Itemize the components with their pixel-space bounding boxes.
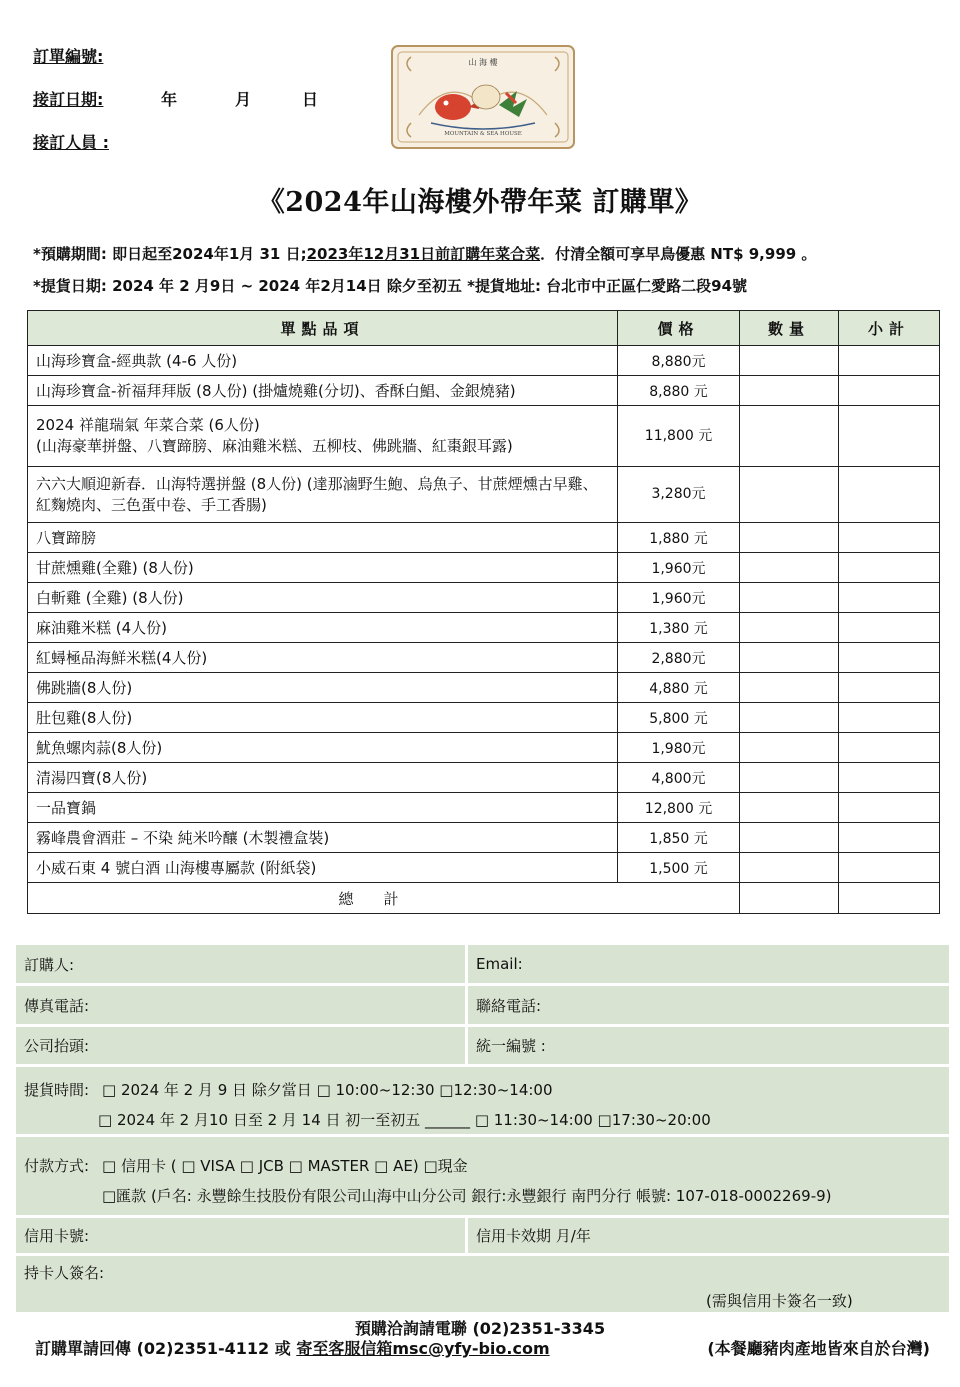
email-field[interactable]: Email: (476, 955, 523, 973)
subtotal-cell[interactable] (839, 346, 940, 376)
item-name: 一品寶鍋 (28, 793, 618, 823)
table-row (28, 346, 940, 376)
quantity-cell[interactable] (740, 643, 839, 673)
pickup-info: *提貨日期: 2024 年 2 月9日 ~ 2024 年2月14日 除夕至初五 *提貨地址: 台北市中正區仁愛路二段94號 (33, 277, 748, 295)
date-day: 日 (302, 90, 319, 109)
subtotal-cell[interactable] (839, 523, 940, 553)
pickup-option-eve[interactable]: □ 2024 年 2 月 9 日 除夕當日 □ 10:00~12:30 □12:30~14:00 (102, 1081, 553, 1099)
table-row (28, 763, 940, 793)
table-row (28, 703, 940, 733)
tax-id-field[interactable]: 統一編號 : (476, 1037, 546, 1055)
table-row (28, 733, 940, 763)
pork-origin-note: (本餐廳豬肉產地皆來自於台灣) (707, 1339, 930, 1358)
subtotal-cell[interactable] (839, 553, 940, 583)
quantity-cell[interactable] (740, 703, 839, 733)
table-row (28, 406, 940, 467)
quantity-cell[interactable] (740, 346, 839, 376)
item-name: 甘蔗燻雞(全雞) (8人份) (28, 553, 618, 583)
quantity-cell[interactable] (740, 406, 839, 467)
total-label: 總計 (28, 883, 740, 914)
presale-period-info: *預購期間: 即日起至2024年1月 31 日;2023年12月31日前訂購年菜合菜．付清全額可享早鳥優惠 NT$ 9,999 。 (33, 245, 817, 263)
payment-block (16, 1137, 949, 1218)
item-name: 2024 祥龍瑞氣 年菜合菜 (6人份) (山海豪華拼盤、八寶蹄膀、麻油雞米糕、五柳枝、佛跳牆、紅棗銀耳露) (28, 406, 618, 467)
item-price: 1,380 元 (618, 613, 740, 643)
total-subtotal-cell[interactable] (839, 883, 940, 914)
table-row (28, 583, 940, 613)
inquiry-phone: 預購洽詢請電聯 (02)2351-3345 (354, 1319, 606, 1338)
table-row (28, 553, 940, 583)
item-price: 4,880 元 (618, 673, 740, 703)
item-price: 1,980元 (618, 733, 740, 763)
item-price: 1,880 元 (618, 523, 740, 553)
order-number-label: 訂單編號: (33, 47, 104, 66)
total-qty-cell[interactable] (740, 883, 839, 914)
quantity-cell[interactable] (740, 467, 839, 523)
form-row-card (16, 1218, 949, 1256)
subtotal-cell[interactable] (839, 376, 940, 406)
item-price: 4,800元 (618, 763, 740, 793)
service-email-link[interactable]: 寄至客服信箱msc@yfy-bio.com (296, 1339, 550, 1358)
date-month: 月 (235, 90, 252, 109)
total-row (28, 883, 940, 914)
svg-text:MOUNTAIN & SEA HOUSE: MOUNTAIN & SEA HOUSE (444, 131, 522, 137)
subtotal-cell[interactable] (839, 613, 940, 643)
item-price: 11,800 元 (618, 406, 740, 467)
quantity-cell[interactable] (740, 583, 839, 613)
payment-option-transfer[interactable]: □匯款 (戶名: 永豐餘生技股份有限公司山海中山分公司 銀行:永豐銀行 南門分行 帳號: 107-018-0002269-9) (102, 1187, 832, 1205)
item-name: 小威石東 4 號白酒 山海樓專屬款 (附紙袋) (28, 853, 618, 883)
subtotal-cell[interactable] (839, 467, 940, 523)
subtotal-cell[interactable] (839, 583, 940, 613)
item-name: 八寶蹄膀 (28, 523, 618, 553)
item-name: 六六大順迎新春．山海特選拼盤 (8人份) (達那滷野生鮑、烏魚子、甘蔗煙燻古早雞、紅麴燒肉、三色蛋中卷、手工香腸) (28, 467, 618, 523)
payment-label: 付款方式: (24, 1157, 90, 1175)
subtotal-cell[interactable] (839, 793, 940, 823)
quantity-cell[interactable] (740, 613, 839, 643)
payment-option-card-cash[interactable]: □ 信用卡 ( □ VISA □ JCB □ MASTER □ AE) □現金 (102, 1157, 468, 1175)
quantity-cell[interactable] (740, 853, 839, 883)
item-price: 8,880元 (618, 346, 740, 376)
quantity-cell[interactable] (740, 673, 839, 703)
signature-block[interactable] (16, 1256, 949, 1315)
menu-table (27, 310, 940, 914)
phone-field[interactable]: 聯絡電話: (476, 996, 542, 1015)
company-field[interactable]: 公司抬頭: (16, 1027, 468, 1064)
page-title: 《2024年山海樓外帶年菜 訂購單》 (257, 187, 703, 218)
subtotal-cell[interactable] (839, 643, 940, 673)
card-expiry-field[interactable]: 信用卡效期 月/年 (476, 1227, 591, 1245)
subtotal-cell[interactable] (839, 703, 940, 733)
subtotal-cell[interactable] (839, 823, 940, 853)
table-row (28, 793, 940, 823)
staff-label: 接訂人員 : (33, 133, 109, 152)
item-price: 1,850 元 (618, 823, 740, 853)
quantity-cell[interactable] (740, 763, 839, 793)
item-price: 2,880元 (618, 643, 740, 673)
quantity-cell[interactable] (740, 553, 839, 583)
table-row (28, 853, 940, 883)
table-row (28, 643, 940, 673)
table-row (28, 467, 940, 523)
item-price: 5,800 元 (618, 703, 740, 733)
form-row-buyer (16, 945, 949, 986)
item-name: 佛跳牆(8人份) (28, 673, 618, 703)
item-name: 魷魚螺肉蒜(8人份) (28, 733, 618, 763)
order-date-label: 接訂日期: (33, 90, 104, 109)
item-name: 山海珍寶盒-經典款 (4-6 人份) (28, 346, 618, 376)
quantity-cell[interactable] (740, 793, 839, 823)
quantity-cell[interactable] (740, 823, 839, 853)
item-price: 12,800 元 (618, 793, 740, 823)
subtotal-cell[interactable] (839, 853, 940, 883)
pickup-option-newyear[interactable]: □ 2024 年 2 月10 日至 2 月 14 日 初一至初五 ______ □ 11:30~14:00 □17:30~20:00 (98, 1111, 711, 1129)
subtotal-cell[interactable] (839, 406, 940, 467)
item-name: 白斬雞 (全雞) (8人份) (28, 583, 618, 613)
subtotal-cell[interactable] (839, 673, 940, 703)
fax-field[interactable]: 傳真電話: (16, 986, 468, 1024)
order-date-field (33, 87, 319, 110)
table-row (28, 376, 940, 406)
header-item: 單點品項 (28, 311, 618, 346)
item-price: 1,960元 (618, 583, 740, 613)
card-number-field[interactable]: 信用卡號: (16, 1218, 468, 1253)
form-row-phone (16, 986, 949, 1027)
item-name: 清湯四寶(8人份) (28, 763, 618, 793)
restaurant-logo (391, 45, 575, 149)
pickup-time-block (16, 1067, 949, 1137)
item-name: 紅蟳極品海鮮米糕(4人份) (28, 643, 618, 673)
table-header-row (28, 311, 940, 346)
buyer-field[interactable]: 訂購人: (16, 945, 468, 983)
item-price: 1,960元 (618, 553, 740, 583)
fax-email-line: 訂購單請回傳 (02)2351-4112 或 寄至客服信箱msc@yfy-bio.com (35, 1339, 550, 1358)
quantity-cell[interactable] (740, 523, 839, 553)
pickup-time-label: 提貨時間: (24, 1081, 90, 1099)
subtotal-cell[interactable] (839, 763, 940, 793)
signature-label: 持卡人簽名: (24, 1264, 105, 1282)
header-qty: 數量 (740, 311, 839, 346)
item-name: 肚包雞(8人份) (28, 703, 618, 733)
subtotal-cell[interactable] (839, 733, 940, 763)
table-row (28, 673, 940, 703)
table-row (28, 523, 940, 553)
item-price: 8,880 元 (618, 376, 740, 406)
header-subtotal: 小計 (839, 311, 940, 346)
order-form (16, 945, 949, 1315)
item-price: 1,500 元 (618, 853, 740, 883)
svg-text:山 海 樓: 山 海 樓 (468, 58, 498, 67)
item-name: 山海珍寶盒-祈福拜拜版 (8人份) (掛爐燒雞(分切)、香酥白鯧、金銀燒豬) (28, 376, 618, 406)
form-row-company (16, 1027, 949, 1067)
item-name: 麻油雞米糕 (4人份) (28, 613, 618, 643)
date-year: 年 (161, 90, 178, 109)
quantity-cell[interactable] (740, 376, 839, 406)
table-row (28, 823, 940, 853)
item-price: 3,280元 (618, 467, 740, 523)
signature-note: (需與信用卡簽名一致) (706, 1292, 853, 1310)
quantity-cell[interactable] (740, 733, 839, 763)
item-name: 霧峰農會酒莊 – 不染 純米吟釀 (木製禮盒裝) (28, 823, 618, 853)
header-price: 價格 (618, 311, 740, 346)
table-row (28, 613, 940, 643)
